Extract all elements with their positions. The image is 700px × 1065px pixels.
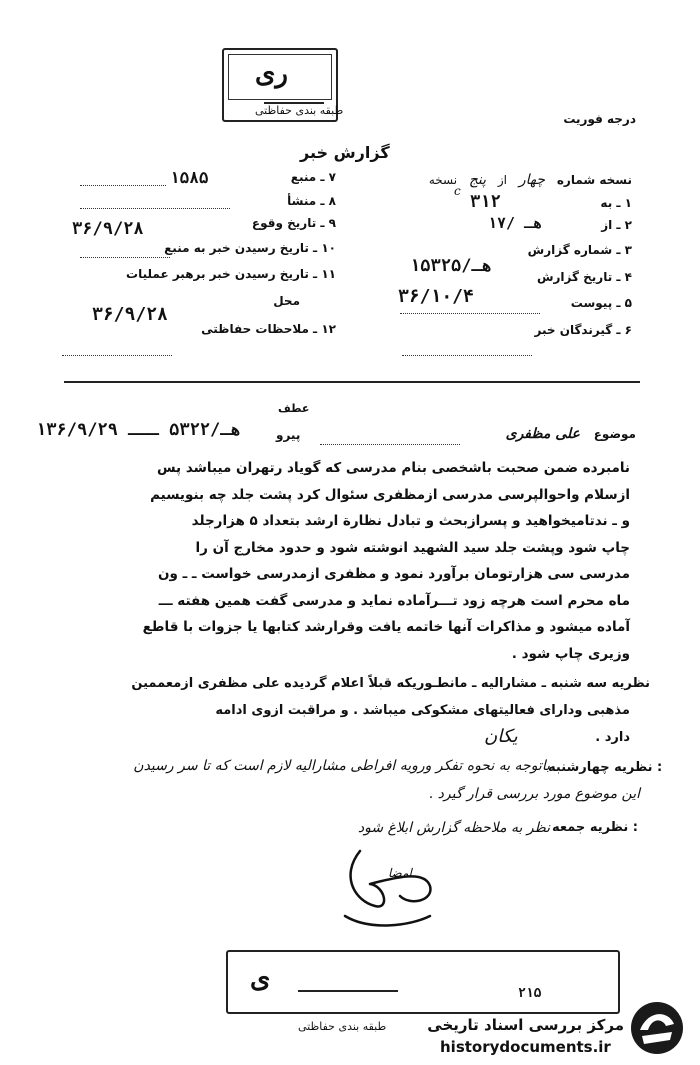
body-line: ازسلام واحوالپرسی مدرسی ازمظفری سئوال کرد پشت جلد چه بنویسیم (150, 487, 630, 503)
field-report-date-value: ۳۶/۱۰/۴ (398, 286, 474, 307)
source-dotted-line (80, 184, 166, 186)
body-line: نامبرده ضمن صحبت باشخصی بنام مدرسی که گویاد رتهران میباشد پس (156, 460, 630, 476)
field-operations-receipt-date (90, 267, 336, 281)
body-line: وزیری چاپ شود . (511, 646, 630, 662)
field-source (230, 170, 336, 184)
field-label: محل (273, 294, 300, 308)
field-label: ۳ ـ شماره گزارش (527, 243, 632, 257)
field-label: ۷ ـ منبع (290, 170, 336, 184)
body-line: و ـ ندتامیخواهید و پسرازبحث و تبادل نظارة ارشد بتعداد ۵ هزارجلد (191, 513, 630, 529)
watermark-logo (628, 1000, 686, 1056)
note-tuesday-signature: یکان (484, 726, 518, 747)
field-label: ۱۰ ـ تاریخ رسیدن خبر به منبع (164, 241, 336, 255)
reference-prefix: پیرو (276, 428, 301, 442)
subject-row (390, 426, 636, 442)
report-title: گزارش خبر (300, 143, 390, 162)
note-wednesday-label: نظریه چهارشنبه : (548, 760, 663, 775)
body-line: آماده میشود و مذاکرات آنها خاتمه یافت وقرارشد کتابها یا جزوات با قاطع (142, 619, 630, 635)
field-to-value: ۳۱۲ (470, 192, 501, 212)
watermark-title: مرکز بررسی اسناد تاریخی (427, 1016, 624, 1034)
field-label: ۹ ـ تاریخ وقوع (251, 216, 336, 230)
field-label: ۱۲ ـ ملاحظات حفاظتی (201, 322, 336, 336)
subject-label: موضوع (593, 427, 636, 441)
recipients-dotted-line (402, 354, 532, 356)
field-label: ۱ ـ به (600, 196, 632, 210)
field-from-value: ۱۷/ هـ (488, 214, 543, 232)
note-tuesday-line: نظریه سه شنبه ـ مشارالیه ـ مانطـوریکه قبلاً اعلام گردیده علی مظفری ازمعممین (131, 676, 650, 691)
signature-scribble-icon (330, 846, 440, 936)
field-recipients (396, 323, 632, 337)
classification-label-bottom: طبقه بندی حفاظتی (298, 1020, 387, 1033)
stamp-underline (298, 990, 398, 992)
note-wednesday-line: باتوجه به نحوه تفکر ورویه افراطی مشارالیه لازم است که تا سر رسیدن (133, 758, 550, 774)
field-to (396, 196, 632, 210)
field-location (240, 294, 300, 308)
subject-value: علی مظفری (505, 426, 580, 442)
copy-from-label: از (497, 173, 508, 187)
copy-suffix: نسخه (428, 173, 458, 187)
field-location-value: ۳۶/۹/۲۸ (92, 304, 168, 325)
security-notes-dotted-line (62, 354, 172, 356)
field-source-value: ۱۵۸۵ (170, 168, 209, 187)
body-line: مدرسی سی هزارتومان برآورد نمود و مظفری ازمدرسی خواست ـ ـ ون (157, 566, 630, 582)
field-label: ۴ ـ تاریخ گزارش (536, 270, 632, 284)
subject-dotted-line (320, 443, 460, 445)
field-label: نسخه شماره (556, 173, 632, 187)
field-report-date (396, 270, 632, 284)
field-source-receipt-date (130, 241, 336, 255)
field-label: ۸ ـ منشأ (287, 194, 336, 208)
source-receipt-dotted-line (80, 256, 170, 258)
classification-stamp-bottom (226, 950, 620, 1014)
field-label: ۶ ـ گیرندگان خبر (534, 323, 632, 337)
attachment-dotted-line (400, 312, 540, 314)
field-attachment (396, 296, 632, 310)
field-security-notes (170, 322, 336, 336)
classification-label-top: طبقه بندی حفاظتی (255, 104, 344, 117)
note-friday-text: نظر به ملاحظه گزارش ابلاغ شود (357, 820, 550, 836)
field-report-number (396, 243, 632, 257)
field-occurrence-date (200, 216, 336, 230)
stamp-handwritten-text: ی (250, 964, 271, 994)
body-line: ماه محرم است هرچه زود تـــرآماده نماید و مدرسی گفت همین هفته ـــ (158, 593, 630, 609)
field-occurrence-date-value: ۳۶/۹/۲۸ (72, 219, 144, 239)
watermark-url: historydocuments.ir (440, 1038, 611, 1056)
note-tuesday-line: دارد . (595, 730, 630, 745)
body-line: چاپ شود وپشت جلد سید الشهید انوشته شود و حدود مخارج آن را (195, 540, 630, 556)
field-label: ۵ ـ پیوست (570, 296, 632, 310)
field-report-number-value: ۱هـ/۵۳۲۵ (410, 256, 492, 276)
field-copy-number (396, 172, 632, 188)
note-wednesday-line: این موضوع مورد بررسی قرار گیرد . (428, 786, 640, 802)
copy-mark: c (454, 184, 461, 198)
header-separator (64, 380, 640, 383)
archive-logo-icon (628, 1000, 686, 1056)
note-friday-label: نظریه جمعه : (552, 820, 638, 835)
copy-total: پنج (468, 172, 487, 188)
origin-dotted-line (80, 207, 230, 209)
reference-label: عطف (278, 402, 310, 415)
reference-value: ۱هـ/۵۳۲۲ ـــ ۳۶/۹/۲۹ (36, 420, 241, 440)
stamp-mark: ۲۱۵ (518, 986, 542, 1001)
note-tuesday-line: مذهبی ودارای فعالیتهای مشکوکی میباشد . و مراقبت ازوی ادامه (215, 703, 630, 718)
stamp-handwritten-text: ری (255, 59, 288, 89)
field-value: چهار (518, 172, 545, 188)
field-label: ۲ ـ از (601, 218, 632, 232)
field-label: ۱۱ ـ تاریخ رسیدن خبر برهبر عملیات (126, 267, 336, 281)
field-origin (230, 194, 336, 208)
handwritten-signature: امضا (330, 846, 440, 936)
priority-label: درجه فوریت (563, 112, 636, 126)
